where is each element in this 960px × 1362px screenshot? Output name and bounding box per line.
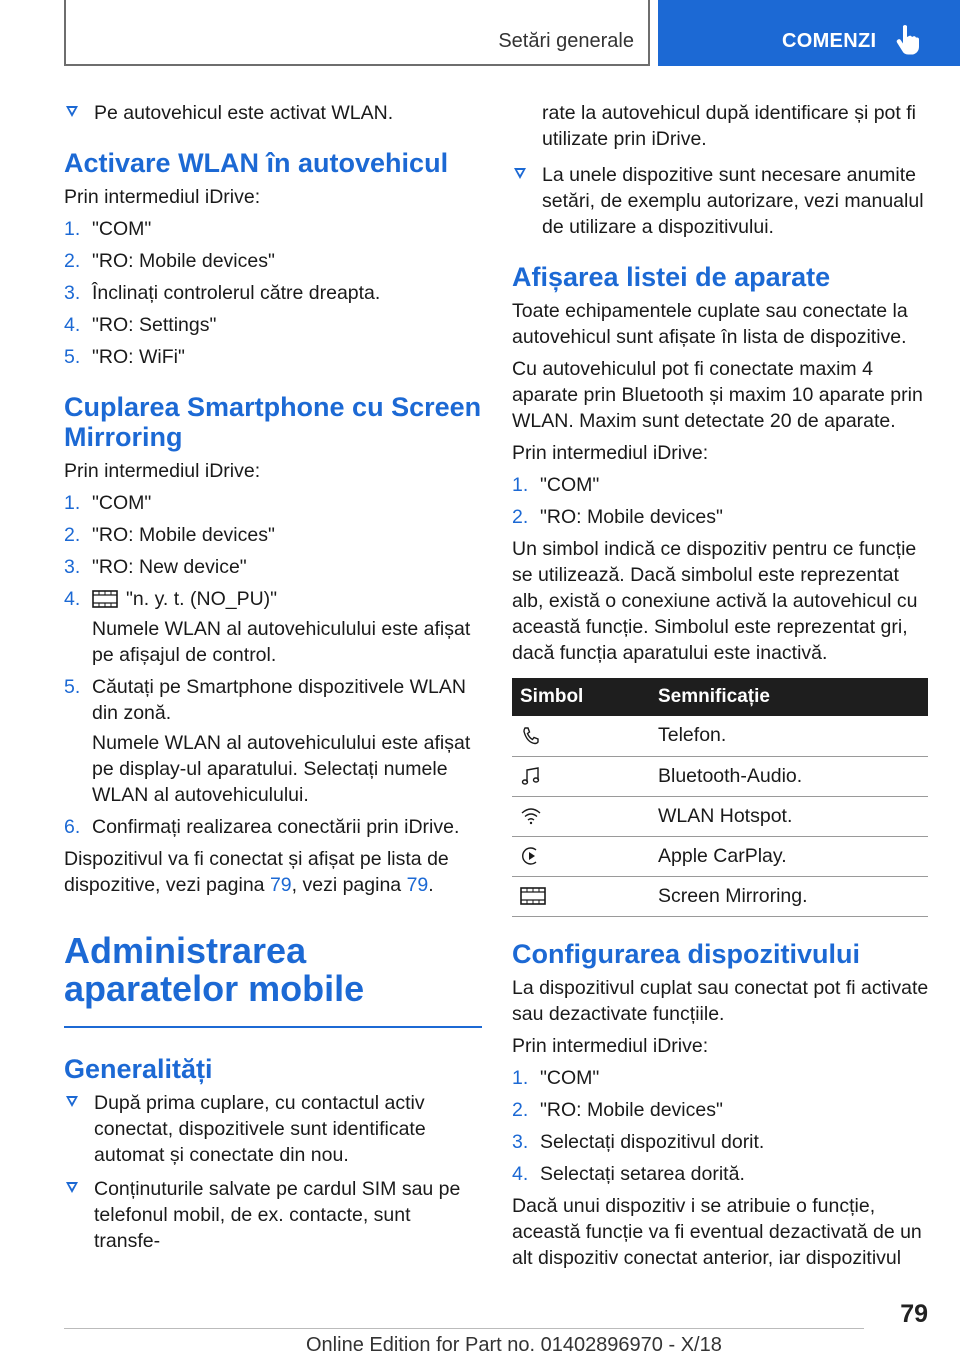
step-number: 2.	[64, 250, 81, 272]
heading-device-config: Configurarea dispozitivului	[512, 938, 861, 969]
list-item	[512, 162, 930, 240]
step-text: Selectați setarea dorită.	[540, 1162, 745, 1185]
step-text: "COM"	[92, 218, 152, 240]
step-number: 1.	[64, 218, 81, 240]
step-text: "COM"	[540, 474, 600, 496]
step-number: 3.	[64, 556, 81, 578]
step-number: 1.	[512, 1066, 529, 1089]
list-item	[64, 248, 482, 274]
step-number: 2.	[512, 506, 529, 528]
paragraph: La dispozitivul cuplat sau conectat pot fi activate sau dezactivate funcțiile.	[512, 976, 929, 1025]
left-column	[64, 100, 482, 1262]
bullet-text: După prima cuplare, cu contactul activ conectat, dispozitivele sunt identificate automat și conectate din nou.	[94, 1092, 426, 1166]
bullet-text: Pe autovehicul este activat WLAN.	[94, 102, 394, 124]
table-cell: WLAN Hotspot.	[650, 796, 928, 836]
paragraph: Un simbol indică ce dispozitiv pentru ce funcție se utilizează. Dacă simbolul este reprezentat alb, există o conexiune activă la autovehicul cu această funcție. Simbolul este reprezentat gri, dacă funcția aparatului este inactivă.	[512, 538, 918, 664]
paragraph: Dacă unui dispozitiv i se atribuie o funcție, această funcție va fi eventual dezactivată de un alt dispozitiv conectat anterior, iar dispozitivul	[512, 1194, 922, 1269]
step-text: "RO: WiFi"	[92, 346, 185, 368]
carplay-icon	[520, 845, 542, 867]
step-text: "n. y. t. (NO_PU)"	[126, 588, 278, 610]
step-text: Confirmați realizarea conectării prin iDrive.	[92, 816, 460, 838]
table-row	[512, 876, 928, 916]
header-section-box	[64, 0, 650, 66]
step-number: 3.	[512, 1130, 529, 1153]
music-note-icon	[520, 765, 542, 787]
table-cell: Telefon.	[650, 716, 928, 756]
pointing-hand-icon	[894, 24, 920, 56]
list-item	[64, 674, 482, 726]
step-text: "RO: New device"	[92, 556, 247, 578]
step-number: 5.	[64, 346, 81, 368]
tab-comenzi[interactable]	[658, 0, 960, 66]
section-title: Setări generale	[498, 30, 634, 52]
step-text: "RO: Mobile devices"	[540, 506, 723, 528]
list-item	[64, 586, 482, 612]
page-link[interactable]: 79	[269, 874, 292, 896]
paragraph: Prin intermediul iDrive:	[512, 442, 709, 464]
right-column	[512, 100, 930, 1277]
list-item	[64, 522, 482, 548]
list-item	[64, 216, 482, 242]
paragraph: Prin intermediul iDrive:	[512, 1034, 709, 1057]
table-cell: Screen Mirroring.	[650, 876, 928, 916]
step-text: "RO: Mobile devices"	[92, 250, 275, 272]
bullet-triangle-icon	[66, 106, 78, 117]
list-item	[64, 490, 482, 516]
list-item	[512, 1161, 930, 1187]
step-number: 2.	[512, 1098, 529, 1121]
heading-admin-devices: Administrarea aparatelor mobile	[64, 930, 365, 1009]
page-link[interactable]: 79	[406, 874, 429, 896]
list-item	[64, 1176, 482, 1254]
table-header-symbol: Simbol	[512, 678, 650, 716]
list-item	[64, 100, 482, 126]
divider	[64, 1026, 482, 1028]
screen-mirroring-icon	[520, 887, 546, 905]
table-row	[512, 836, 928, 876]
list-item	[64, 1090, 482, 1168]
page-number: 79	[900, 1300, 928, 1328]
list-item	[64, 280, 482, 306]
table-row	[512, 716, 928, 756]
step-number: 5.	[64, 676, 81, 698]
tab-comenzi-label: COMENZI	[782, 30, 877, 52]
step-text: Înclinați controlerul către dreapta.	[92, 282, 381, 304]
list-item	[64, 312, 482, 338]
footer-divider	[64, 1328, 864, 1329]
list-item	[64, 344, 482, 370]
step-number: 4.	[512, 1162, 529, 1185]
table-row	[512, 796, 928, 836]
table-cell: Bluetooth-Audio.	[650, 756, 928, 796]
heading-activate-wlan: Activare WLAN în autovehicul	[64, 148, 449, 178]
step-text: Căutați pe Smartphone dispozitivele WLAN din zonă.	[92, 676, 466, 724]
step-text: Selectați dispozitivul dorit.	[540, 1130, 765, 1153]
step-text: "RO: Mobile devices"	[92, 524, 275, 546]
list-item	[512, 472, 930, 498]
bullet-text: Conținuturile salvate pe cardul SIM sau pe telefonul mobil, de ex. contacte, sunt transfe-	[94, 1178, 461, 1252]
bullet-triangle-icon	[66, 1096, 78, 1107]
table-header-meaning: Semnificație	[650, 678, 928, 716]
heading-general: Generalități	[64, 1054, 213, 1084]
bullet-text: rate la autovehicul după identificare și pot fi utilizate prin iDrive.	[542, 102, 916, 150]
heading-device-list: Afișarea listei de aparate	[512, 262, 831, 292]
bullet-text: La unele dispozitive sunt necesare anumite setări, de exemplu autorizare, vezi manualul de utilizare a dispozitivului.	[542, 164, 924, 238]
paragraph: Cu autovehiculul pot fi conectate maxim 4 aparate prin Bluetooth și maxim 10 aparate prin WLAN. Maxim sunt detectate 20 de aparate.	[512, 358, 923, 432]
list-item	[512, 1065, 930, 1091]
bullet-triangle-icon	[66, 1182, 78, 1193]
table-cell: Apple CarPlay.	[650, 836, 928, 876]
edition-text: Online Edition for Part no. 01402896970 - X/18	[306, 1334, 722, 1356]
symbol-table	[512, 678, 928, 917]
paragraph: Toate echipamentele cuplate sau conectate la autovehicul sunt afișate în lista de dispozitive.	[512, 300, 908, 348]
bullet-triangle-icon	[514, 168, 526, 179]
phone-icon	[520, 725, 542, 747]
list-item	[512, 1129, 930, 1155]
paragraph: Prin intermediul iDrive:	[64, 460, 261, 482]
table-row	[512, 756, 928, 796]
step-number: 4.	[64, 588, 81, 610]
list-item	[64, 554, 482, 580]
step-note: Numele WLAN al autovehiculului este afișat pe afișajul de control.	[92, 618, 471, 666]
list-item	[512, 1097, 930, 1123]
paragraph: Prin intermediul iDrive:	[64, 186, 261, 208]
step-text: "RO: Mobile devices"	[540, 1098, 723, 1121]
step-note: Numele WLAN al autovehiculului este afișat pe display-ul aparatului. Selectați numele WLAN al autovehiculului.	[92, 732, 471, 806]
list-item	[64, 814, 482, 840]
heading-screen-mirroring: Cuplarea Smartphone cu Screen Mirroring	[64, 392, 482, 452]
step-text: "COM"	[540, 1066, 600, 1089]
list-item-continued	[512, 100, 930, 152]
step-number: 1.	[512, 474, 529, 496]
step-number: 6.	[64, 816, 81, 838]
list-item	[512, 504, 930, 530]
step-text: "COM"	[92, 492, 152, 514]
step-number: 2.	[64, 524, 81, 546]
step-number: 1.	[64, 492, 81, 514]
paragraph: Dispozitivul va fi conectat și afișat pe lista de dispozitive, vezi pagina 79, vezi pagina 79.	[64, 848, 449, 896]
screen-mirroring-icon	[92, 590, 118, 608]
step-number: 3.	[64, 282, 81, 304]
step-text: "RO: Settings"	[92, 314, 217, 336]
wifi-icon	[520, 805, 542, 827]
step-number: 4.	[64, 314, 81, 336]
